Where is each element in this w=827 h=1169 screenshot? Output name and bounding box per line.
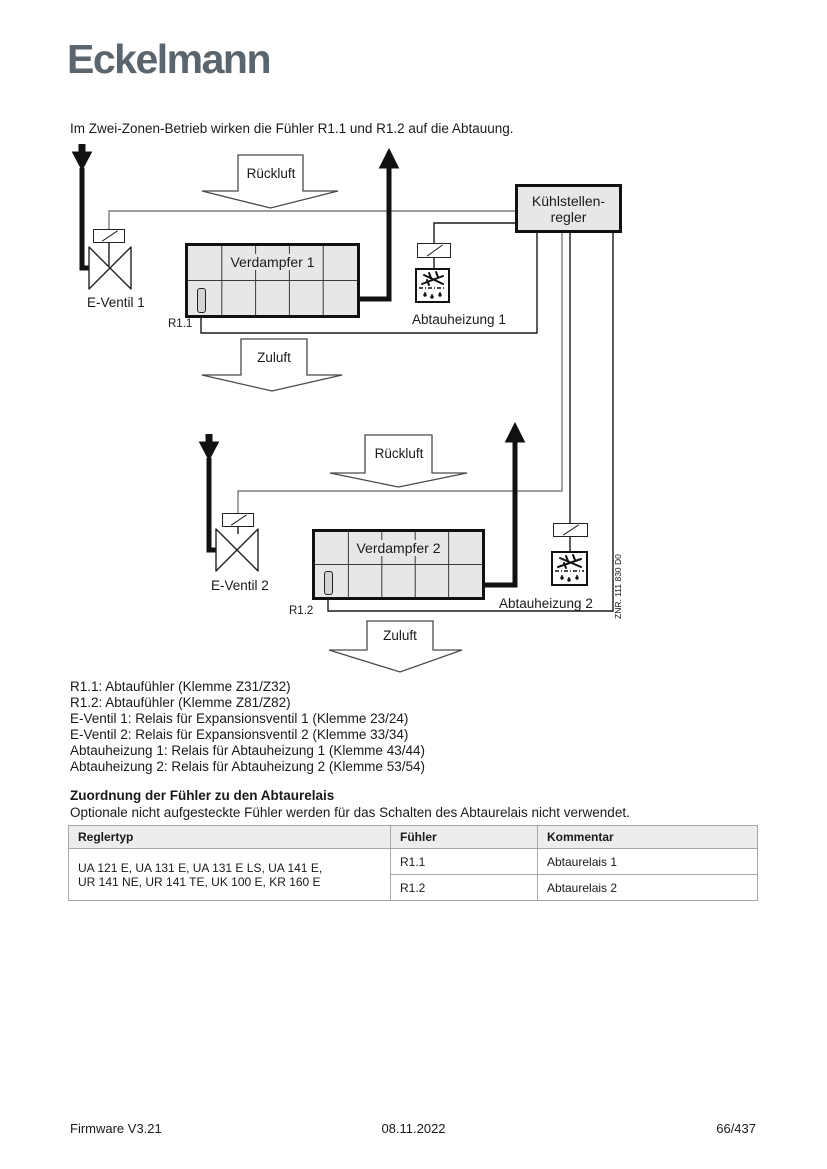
- assignment-table: [68, 825, 758, 901]
- cell-sensor: R1.1: [391, 849, 538, 875]
- evaporator-2-label: Verdampfer 2: [350, 540, 446, 556]
- valve-2-label: E-Ventil 2: [211, 578, 269, 593]
- expansion-valve-1-icon: [89, 247, 131, 289]
- evaporator-1-label: Verdampfer 1: [224, 254, 320, 270]
- legend-block: [70, 679, 425, 774]
- footer-page-number: 66/437: [716, 1121, 756, 1136]
- controller-label-line2: regler: [550, 208, 587, 225]
- sensor-r11-icon: [197, 288, 206, 313]
- legend-line: E-Ventil 1: Relais für Expansionsventil 1 (Klemme 23/24): [70, 710, 409, 726]
- footer-firmware: Firmware V3.21: [70, 1121, 162, 1136]
- header-controller-type: Reglertyp: [69, 826, 391, 849]
- header-comment: Kommentar: [538, 826, 758, 849]
- table-header-row: [69, 826, 758, 849]
- defrost-heater-2-icon: [551, 551, 588, 586]
- defrost-2-relay-icon: [553, 523, 588, 537]
- cooling-controller-box: [515, 184, 622, 233]
- footer-date: 08.11.2022: [381, 1121, 446, 1136]
- cell-comment: Abtaurelais 2: [538, 875, 758, 901]
- valve-2-relay-icon: [222, 513, 254, 527]
- intro-text: Im Zwei-Zonen-Betrieb wirken die Fühler R1.1 und R1.2 auf die Abtauung.: [70, 121, 514, 136]
- header-sensor: Fühler: [391, 826, 538, 849]
- zone1-supply-air-label: Zuluft: [257, 350, 291, 365]
- legend-line: Abtauheizung 1: Relais für Abtauheizung 1 (Klemme 43/44): [70, 742, 425, 758]
- sensor-r12-icon: [324, 571, 333, 595]
- expansion-valve-2-icon: [216, 529, 258, 571]
- drawing-number: ZNR. 111 830 D0: [613, 554, 623, 619]
- section-heading: Zuordnung der Fühler zu den Abtaurelais: [70, 788, 335, 803]
- defrost-heater-1-icon: [415, 268, 450, 303]
- legend-line: R1.2: Abtaufühler (Klemme Z81/Z82): [70, 694, 291, 710]
- pipe-zone1-out: [360, 149, 399, 299]
- legend-line: E-Ventil 2: Relais für Expansionsventil 2 (Klemme 33/34): [70, 726, 409, 742]
- zone2-supply-air-label: Zuluft: [383, 628, 417, 643]
- sensor-r11-label: R1.1: [168, 318, 193, 330]
- legend-line: Abtauheizung 2: Relais für Abtauheizung 2 (Klemme 53/54): [70, 758, 425, 774]
- zone1-return-air-label: Rückluft: [246, 166, 296, 181]
- zone1-return-air-arrow: [202, 155, 338, 208]
- zone2-return-air-arrow: [330, 435, 467, 487]
- defrost-heater-1-label: Abtauheizung 1: [412, 312, 506, 327]
- valve-1-relay-icon: [93, 229, 125, 243]
- valve-1-label: E-Ventil 1: [87, 295, 145, 310]
- legend-line: R1.1: Abtaufühler (Klemme Z31/Z32): [70, 679, 291, 694]
- defrost-1-relay-icon: [417, 243, 451, 258]
- eckelmann-logo: Eckelmann: [67, 36, 270, 82]
- table-row: [69, 849, 758, 875]
- zone2-return-air-label: Rückluft: [374, 446, 424, 461]
- two-zone-diagram: [0, 140, 700, 685]
- evaporator-1-box: [185, 243, 360, 318]
- gray-wire-zone1: [109, 211, 515, 229]
- zone1-supply-air-arrow: [202, 339, 342, 391]
- cell-controller-types: UA 121 E, UA 131 E, UA 131 E LS, UA 141 E, UR 141 NE, UR 141 TE, UK 100 E, KR 160 E: [69, 849, 391, 901]
- evaporator-2-box: [312, 529, 485, 600]
- cell-sensor: R1.2: [391, 875, 538, 901]
- controller-label-line1: Kühlstellen-: [531, 192, 606, 209]
- section-note: Optionale nicht aufgesteckte Fühler werden für das Schalten des Abtaurelais nicht verwendet.: [70, 805, 630, 820]
- sensor-r12-label: R1.2: [289, 605, 314, 617]
- defrost-heater-2-label: Abtauheizung 2: [499, 596, 593, 611]
- pipe-zone2-out: [485, 423, 525, 585]
- cell-comment: Abtaurelais 1: [538, 849, 758, 875]
